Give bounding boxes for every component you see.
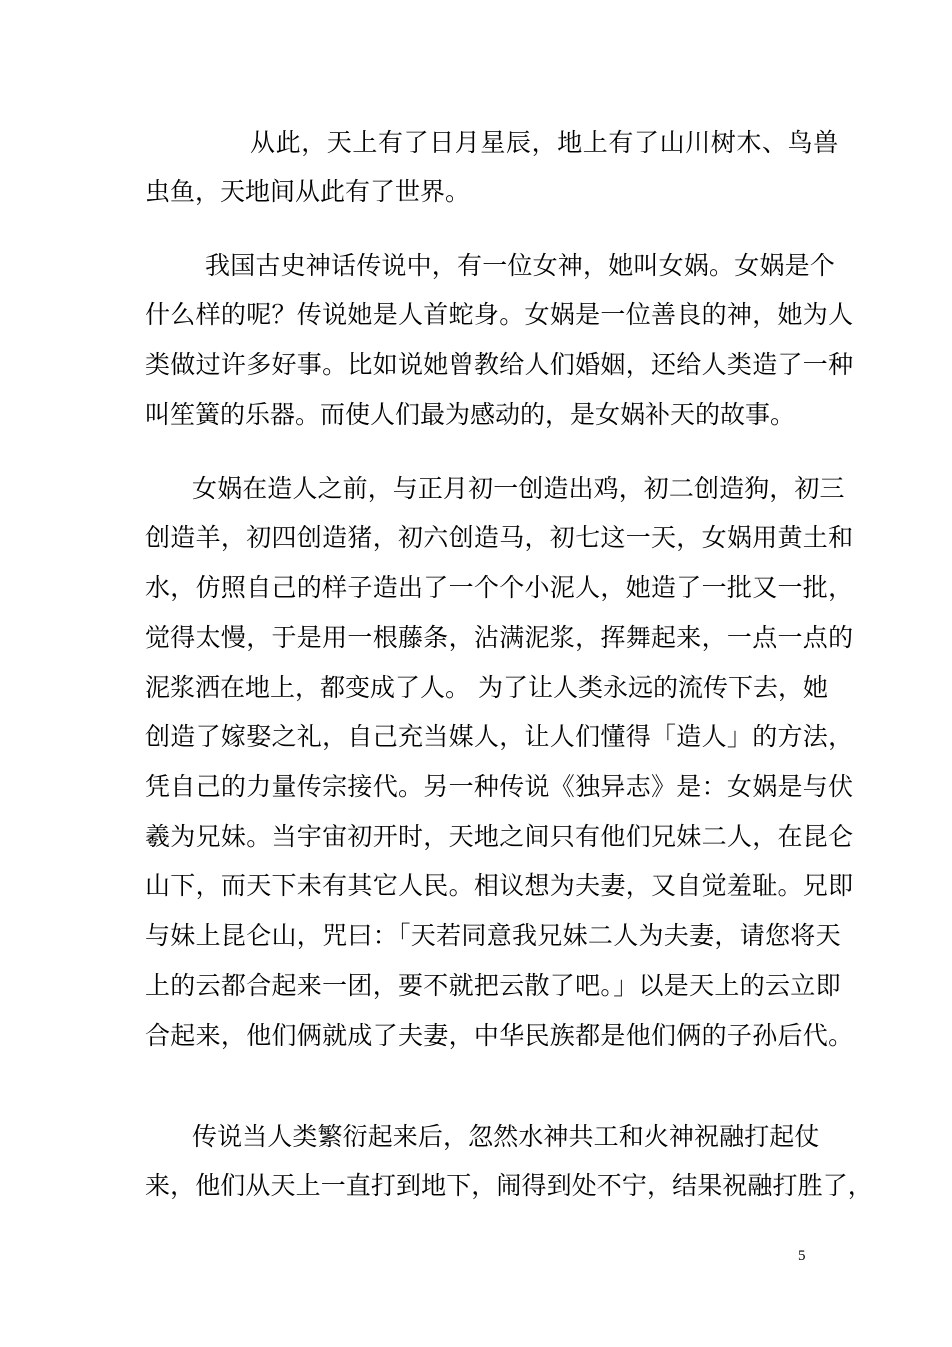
paragraph-3-line-3: 水，仿照自己的样子造出了一个个小泥人，她造了一批又一批， xyxy=(145,573,854,602)
paragraph-3-line-6: 创造了嫁娶之礼，自己充当媒人，让人们懂得「造人」的方法， xyxy=(145,722,854,751)
paragraph-4-line-1: 传说当人类繁衍起来后，忽然水神共工和火神祝融打起仗 xyxy=(192,1122,820,1151)
paragraph-4-line-2: 来，他们从天上一直打到地下，闹得到处不宁，结果祝融打胜了， xyxy=(145,1171,873,1200)
paragraph-3-line-5: 泥浆洒在地上，都变成了人。 为了让人类永远的流传下去，她 xyxy=(145,673,828,702)
paragraph-3-line-2: 创造羊，初四创造猪，初六创造马，初七这一天，女娲用黄土和 xyxy=(145,523,854,552)
paragraph-2-line-2: 什么样的呢？传说她是人首蛇身。女娲是一位善良的神，她为人 xyxy=(145,300,854,329)
paragraph-1-line-2: 虫鱼，天地间从此有了世界。 xyxy=(145,177,471,206)
paragraph-3-line-10: 与妹上昆仑山，咒曰：「天若同意我兄妹二人为夫妻，请您将天 xyxy=(145,921,841,950)
paragraph-3-line-11: 上的云都合起来一团，要不就把云散了吧。」以是天上的云立即 xyxy=(145,971,841,1000)
paragraph-3-line-1: 女娲在造人之前，与正月初一创造出鸡，初二创造狗，初三 xyxy=(192,474,845,503)
paragraph-2-line-1: 我国古史神话传说中，有一位女神，她叫女娲。女娲是个 xyxy=(205,251,836,280)
paragraph-3-line-8: 羲为兄妹。当宇宙初开时，天地之间只有他们兄妹二人，在昆仑 xyxy=(145,822,854,851)
paragraph-3-line-7: 凭自己的力量传宗接代。另一种传说《独异志》是：女娲是与伏 xyxy=(145,772,854,801)
paragraph-3-line-12: 合起来，他们俩就成了夫妻，中华民族都是他们俩的子孙后代。 xyxy=(145,1021,854,1050)
paragraph-2-line-4: 叫笙簧的乐器。而使人们最为感动的，是女娲补天的故事。 xyxy=(145,400,796,429)
page-number: 5 xyxy=(798,1248,806,1264)
paragraph-3-line-4: 觉得太慢，于是用一根藤条，沾满泥浆，挥舞起来，一点一点的 xyxy=(145,623,854,652)
paragraph-1-line-1: 从此，天上有了日月星辰，地上有了山川树木、鸟兽 xyxy=(250,128,839,157)
paragraph-3-line-9: 山下，而天下未有其它人民。相议想为夫妻，又自觉羞耻。兄即 xyxy=(145,871,854,900)
paragraph-2-line-3: 类做过许多好事。比如说她曾教给人们婚姻，还给人类造了一种 xyxy=(145,350,854,379)
